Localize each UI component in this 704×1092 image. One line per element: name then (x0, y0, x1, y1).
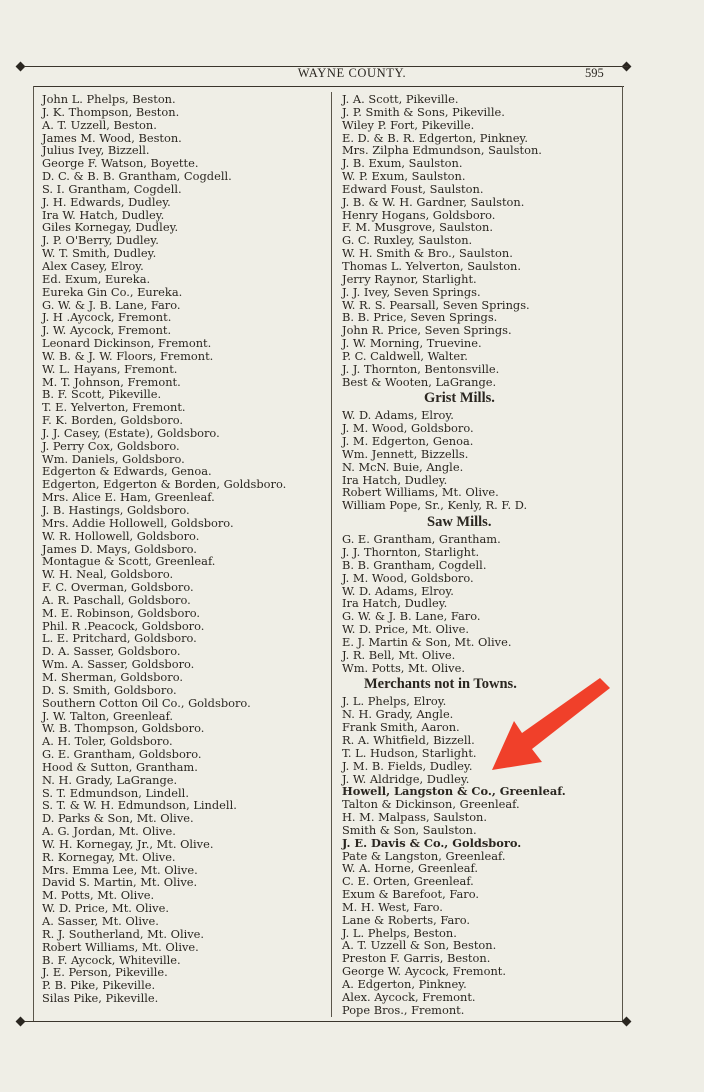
corner-ornament-icon (16, 1017, 26, 1027)
list-item: L. E. Pritchard, Goldsboro. (42, 631, 197, 646)
list-item: T. E. Yelverton, Fremont. (42, 400, 186, 415)
list-item: T. L. Hudson, Starlight. (342, 745, 477, 760)
list-item: Giles Kornegay, Dudley. (42, 220, 179, 235)
footer-rule (24, 1021, 628, 1022)
list-item: Mrs. Emma Lee, Mt. Olive. (42, 862, 198, 877)
list-item: J. W. Aldridge, Dudley. (342, 771, 470, 786)
list-item: John L. Phelps, Beston. (42, 92, 176, 106)
list-item: P. C. Caldwell, Walter. (342, 348, 468, 363)
list-item: W. T. Smith, Dudley. (42, 246, 157, 261)
list-item: J. L. Phelps, Beston. (342, 925, 457, 940)
list-item: D. C. & B. B. Grantham, Cogdell. (42, 169, 232, 184)
list-item: W. D. Adams, Elroy. (342, 583, 454, 598)
list-item: A. H. Toler, Goldsboro. (42, 734, 173, 749)
list-item: Robert Williams, Mt. Olive. (42, 939, 199, 954)
list-item: N. McN. Buie, Angle. (342, 459, 464, 474)
list-item: G. W. & J. B. Lane, Faro. (342, 609, 481, 624)
list-item: R. A. Whitfield, Bizzell. (342, 732, 475, 747)
list-item: W. D. Adams, Elroy. (342, 408, 454, 423)
list-item: J. W. Talton, Greenleaf. (42, 708, 174, 723)
list-item: Ed. Exum, Eureka. (42, 271, 151, 286)
list-item: J. W. Morning, Truevine. (342, 336, 482, 351)
list-item: W. A. Horne, Greenleaf. (342, 861, 478, 876)
list-item: Mrs. Zilpha Edmundson, Saulston. (342, 143, 542, 158)
list-item: Frank Smith, Aaron. (342, 720, 460, 735)
list-item: W. D. Price, Mt. Olive. (342, 622, 469, 637)
list-item: J. H. Edwards, Dudley. (42, 194, 171, 209)
list-item: Montague & Scott, Greenleaf. (42, 554, 216, 569)
right-top-list (342, 93, 612, 388)
right-column-border (622, 86, 623, 1021)
list-item: Edgerton & Edwards, Genoa. (42, 464, 212, 479)
list-item: M. Potts, Mt. Olive. (42, 888, 155, 903)
merchants-heading: Merchants not in Towns. (364, 676, 517, 693)
list-item: Eureka Gin Co., Eureka. (42, 284, 183, 299)
list-item: Jerry Raynor, Starlight. (342, 271, 477, 286)
list-item: J. Perry Cox, Goldsboro. (42, 438, 180, 453)
list-item: Wm. Jennett, Bizzells. (342, 446, 469, 461)
list-item: S. T. Edmundson, Lindell. (42, 785, 189, 800)
list-item: J. A. Scott, Pikeville. (342, 92, 459, 106)
list-item: Lane & Roberts, Faro. (342, 912, 471, 927)
list-item: Wiley P. Fort, Pikeville. (342, 117, 475, 132)
list-item: W. B. Thompson, Goldsboro. (42, 721, 205, 736)
list-item: Ira Hatch, Dudley. (342, 472, 448, 487)
list-item: R. J. Southerland, Mt. Olive. (42, 926, 205, 941)
list-item: Leonard Dickinson, Fremont. (42, 336, 212, 351)
list-item: B. B. Price, Seven Springs. (342, 310, 498, 325)
list-item: B. F. Aycock, Whiteville. (42, 952, 181, 967)
list-item: Thomas L. Yelverton, Saulston. (342, 258, 522, 273)
list-item: W. H. Neal, Goldsboro. (42, 567, 174, 582)
list-item: M. Sherman, Goldsboro. (42, 669, 184, 684)
list-item: Wm. Potts, Mt. Olive. (342, 660, 465, 675)
list-item: Pate & Langston, Greenleaf. (342, 848, 506, 863)
list-item: George W. Aycock, Fremont. (342, 964, 506, 979)
list-item: W. H. Kornegay, Jr., Mt. Olive. (42, 836, 214, 851)
list-item: S. I. Grantham, Cogdell. (42, 181, 182, 196)
list-item: J. M. Wood, Goldsboro. (342, 570, 474, 585)
list-item: A. Sasser, Mt. Olive. (42, 914, 159, 928)
list-item: J. P. O'Berry, Dudley. (42, 233, 159, 248)
list-item: W. L. Hayans, Fremont. (42, 361, 178, 376)
list-item: James D. Mays, Goldsboro. (42, 541, 197, 556)
list-item: Exum & Barefoot, Faro. (342, 887, 479, 902)
list-item: G. E. Grantham, Grantham. (342, 532, 501, 547)
list-item: J. J. Ivey, Seven Springs. (342, 284, 481, 299)
list-item: Howell, Langston & Co., Greenleaf. (342, 784, 566, 799)
list-item: W. B. & J. W. Floors, Fremont. (42, 348, 214, 363)
list-item: J. H .Aycock, Fremont. (42, 310, 172, 325)
list-item: B. B. Grantham, Cogdell. (342, 557, 487, 572)
list-item: Talton & Dickinson, Greenleaf. (342, 797, 520, 812)
list-item: B. F. Scott, Pikeville. (42, 387, 162, 402)
list-item: N. H. Grady, Angle. (342, 707, 454, 722)
list-item: Pope Bros., Fremont. (342, 1002, 465, 1017)
list-item: John R. Price, Seven Springs. (342, 323, 512, 338)
list-item: N. H. Grady, LaGrange. (42, 772, 178, 787)
list-item: Smith & Son, Saulston. (342, 822, 477, 837)
list-item: J. B. Hastings, Goldsboro. (42, 503, 190, 517)
list-item: G. W. & J. B. Lane, Faro. (42, 297, 181, 312)
list-item: William Pope, Sr., Kenly, R. F. D. (342, 498, 528, 513)
column-divider (331, 92, 332, 1017)
list-item: E. J. Martin & Son, Mt. Olive. (342, 634, 512, 649)
list-item: M. H. West, Faro. (342, 899, 443, 914)
list-item: Henry Hogans, Goldsboro. (342, 207, 496, 222)
list-item: J. B. Exum, Saulston. (342, 156, 463, 171)
list-item: Southern Cotton Oil Co., Goldsboro. (42, 695, 251, 710)
left-column (42, 93, 327, 1005)
list-item: E. D. & B. R. Edgerton, Pinkney. (342, 130, 528, 145)
list-item: Edward Foust, Saulston. (342, 181, 484, 196)
list-item: H. M. Malpass, Saulston. (342, 810, 488, 825)
list-item: J. E. Davis & Co., Goldsboro. (342, 835, 522, 850)
list-item: Julius Ivey, Bizzell. (42, 143, 150, 158)
list-item: Alex Casey, Elroy. (42, 258, 144, 273)
list-item: Edgerton, Edgerton & Borden, Goldsboro. (42, 477, 287, 492)
list-item: Ira W. Hatch, Dudley. (42, 207, 165, 222)
list-item: D. A. Sasser, Goldsboro. (42, 644, 181, 659)
list-item: J. K. Thompson, Beston. (42, 104, 180, 119)
list-item: Robert Williams, Mt. Olive. (342, 485, 499, 500)
list-item: A. T. Uzzell & Son, Beston. (342, 938, 497, 953)
list-item: J. J. Thornton, Starlight. (342, 545, 480, 559)
list-item: A. R. Paschall, Goldsboro. (42, 592, 191, 607)
list-item: J. B. & W. H. Gardner, Saulston. (342, 194, 525, 209)
list-item: J. M. Wood, Goldsboro. (342, 421, 474, 436)
list-item: J. L. Phelps, Elroy. (342, 694, 447, 709)
grist-mills-list (342, 409, 612, 512)
list-item: G. E. Grantham, Goldsboro. (42, 747, 202, 762)
page-number: 595 (585, 66, 604, 80)
list-item: Alex. Aycock, Fremont. (342, 989, 476, 1004)
list-item: F. K. Borden, Goldsboro. (42, 413, 184, 428)
right-column (342, 93, 612, 1017)
saw-mills-list (342, 533, 612, 674)
list-item: J. M. Edgerton, Genoa. (342, 434, 474, 449)
list-item: Silas Pike, Pikeville. (42, 991, 159, 1006)
list-item: George F. Watson, Boyette. (42, 156, 199, 171)
list-item: Ira Hatch, Dudley. (342, 596, 448, 611)
list-item: W. R. S. Pearsall, Seven Springs. (342, 297, 530, 312)
list-item: W. P. Exum, Saulston. (342, 169, 466, 184)
corner-ornament-icon (622, 1017, 632, 1027)
list-item: F. C. Overman, Goldsboro. (42, 580, 194, 595)
list-item: J. M. B. Fields, Dudley. (342, 758, 473, 773)
page-title: WAYNE COUNTY. (297, 66, 407, 80)
list-item: J. J. Casey, (Estate), Goldsboro. (42, 425, 220, 440)
list-item: M. T. Johnson, Fremont. (42, 374, 181, 389)
list-item: P. B. Pike, Pikeville. (42, 978, 156, 993)
list-item: M. E. Robinson, Goldsboro. (42, 605, 201, 620)
list-item: W. H. Smith & Bro., Saulston. (342, 246, 513, 261)
list-item: J. J. Thornton, Bentonsville. (342, 361, 500, 376)
header-underline (34, 86, 624, 87)
list-item: J. W. Aycock, Fremont. (42, 323, 172, 338)
list-item: F. M. Musgrove, Saulston. (342, 220, 493, 235)
list-item: Hood & Sutton, Grantham. (42, 759, 198, 774)
list-item: J. R. Bell, Mt. Olive. (342, 647, 456, 662)
list-item: Mrs. Addie Hollowell, Goldsboro. (42, 515, 234, 530)
list-item: A. Edgerton, Pinkney. (342, 977, 467, 991)
list-item: J. P. Smith & Sons, Pikeville. (342, 104, 505, 119)
list-item: Mrs. Alice E. Ham, Greenleaf. (42, 490, 215, 505)
list-item: C. E. Orten, Greenleaf. (342, 874, 474, 889)
grist-mills-heading: Grist Mills. (424, 390, 495, 407)
list-item: S. T. & W. H. Edmundson, Lindell. (42, 798, 237, 813)
list-item: Preston F. Garris, Beston. (342, 951, 491, 966)
saw-mills-heading: Saw Mills. (427, 514, 492, 531)
list-item: G. C. Ruxley, Saulston. (342, 233, 473, 248)
list-item: Phil. R .Peacock, Goldsboro. (42, 618, 205, 633)
left-column-border (33, 86, 34, 1021)
list-item: R. Kornegay, Mt. Olive. (42, 849, 176, 864)
list-item: Best & Wooten, LaGrange. (342, 374, 497, 389)
list-item: A. T. Uzzell, Beston. (42, 117, 157, 132)
list-item: James M. Wood, Beston. (42, 130, 182, 145)
list-item: David S. Martin, Mt. Olive. (42, 875, 198, 890)
list-item: D. S. Smith, Goldsboro. (42, 682, 177, 697)
list-item: W. D. Price, Mt. Olive. (42, 901, 169, 916)
list-item: D. Parks & Son, Mt. Olive. (42, 811, 194, 826)
list-item: A. G. Jordan, Mt. Olive. (42, 824, 176, 839)
list-item: J. E. Person, Pikeville. (42, 965, 168, 980)
list-item: Wm. Daniels, Goldsboro. (42, 451, 185, 466)
red-arrow-icon (470, 678, 620, 778)
list-item: Wm. A. Sasser, Goldsboro. (42, 657, 195, 672)
list-item: W. R. Hollowell, Goldsboro. (42, 528, 200, 543)
